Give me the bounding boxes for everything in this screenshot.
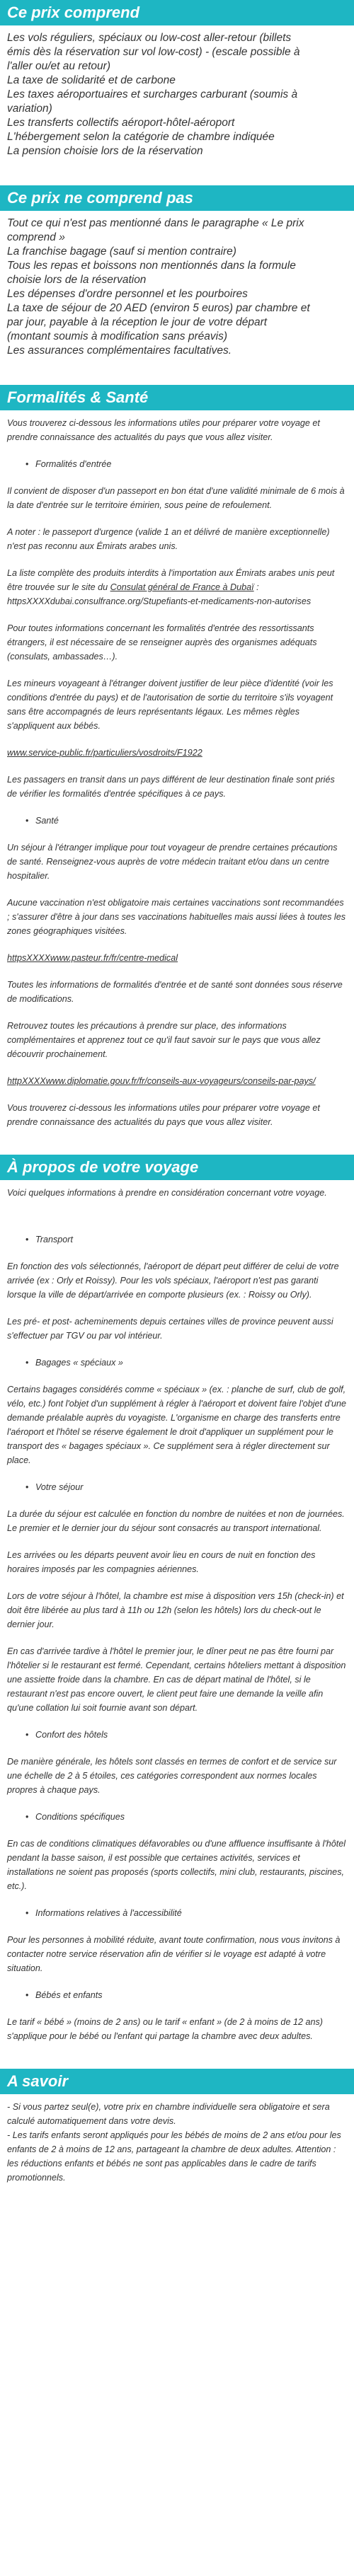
list-item: La taxe de séjour de 20 AED (environ 5 euros) par chambre et — [7, 302, 310, 314]
list-item: Les assurances complémentaires facultatives. — [7, 345, 232, 357]
section-title-about: À propos de votre voyage — [0, 1155, 354, 1180]
pasteur-link[interactable]: httpsXXXXwww.pasteur.fr/fr/centre-medical — [7, 953, 178, 963]
bullet-conditions: • Conditions spécifiques — [7, 1810, 347, 1824]
pasteur-link-line — [7, 951, 347, 965]
paragraph: Les passagers en transit dans un pays différent de leur destination finale sont priés de vérifier les formalités d'entrée spécifiques à ce pays. — [7, 775, 335, 799]
paragraph: En cas de conditions climatiques défavorables ou d'une affluence insuffisante à l'hôtel pendant la basse saison, il est possible que certaines activités, services et installations ne soient pas proposés (sports collectifs, mini club, restaurants, piscines, etc.). — [7, 1839, 346, 1891]
paragraph: En cas d'arrivée tardive à l'hôtel le premier jour, le dîner peut ne pas être fourni par l'hôtelier si le restaurant est fermé. Cependant, certains hôteliers mettant à disposition une assiette froide dans la chambre. En cas de départ matinal de l'hôtel, si le restaurant n'est pas encore ouvert, le client peut faire une demande la veille afin qu'une collation lui soit fournie avant son départ. — [7, 1646, 346, 1713]
paragraph-product-list — [7, 566, 347, 608]
paragraph: Aucune vaccination n'est obligatoire mais certaines vaccinations sont recommandées ; s'assurer d'être à jour dans ses vaccinations habituelles mais aussi liées à toutes les zones géographiques visitées. — [7, 898, 346, 936]
asavoir-content — [0, 2094, 354, 2210]
paragraph: Un séjour à l'étranger implique pour tout voyageur de prendre certaines précautions de santé. Renseignez-vous auprès de votre médecin traitant et/ou dans un centre hospitalier. — [7, 843, 338, 881]
list-item: Tous les repas et boissons non mentionnés dans la formule — [7, 260, 296, 272]
paragraph: Lors de votre séjour à l'hôtel, la chambre est mise à disposition vers 15h (check-in) et doit être libérée au plus tard à 11h ou 12h (selon les hôtels) lors du check-out le dernier jour. — [7, 1591, 344, 1629]
diplomatie-link-line — [7, 1074, 347, 1088]
list-item: l'aller ou/et au retour) — [7, 60, 110, 72]
spacer — [0, 171, 354, 185]
paragraph: Le tarif « bébé » (moins de 2 ans) ou le tarif « enfant » (de 2 à moins de 12 ans) s'applique pour le bébé ou l'enfant qui partage la chambre avec deux adultes. — [7, 2017, 323, 2041]
spacer — [7, 1213, 347, 1227]
bullet-bagages: • Bagages « spéciaux » — [7, 1356, 347, 1370]
bullet-sante: • Santé — [7, 814, 347, 828]
text: : httpsXXXXdubai.consulfrance.org/Stupefiants-et-medicaments-non-autorises — [7, 582, 312, 606]
paragraph: Les mineurs voyageant à l'étranger doivent justifier de leur pièce d'identité (voir les conditions d'entrée du pays) et de l'autorisation de sortie du territoire s'ils voyagent sans être accompagnés de leurs représentants légaux. Les mêmes règles s'appliquent aux bébés. — [7, 678, 333, 731]
diplomatie-link[interactable]: httpXXXXwww.diplomatie.gouv.fr/fr/conseils-aux-voyageurs/conseils-par-pays/ — [7, 1076, 316, 1086]
spacer — [0, 371, 354, 385]
consulat-link[interactable]: Consulat général de France à Dubaï — [110, 582, 254, 592]
paragraph: Voici quelques informations à prendre en considération concernant votre voyage. — [7, 1188, 327, 1198]
included-list — [0, 25, 354, 171]
paragraph: Certains bagages considérés comme « spéciaux » (ex. : planche de surf, club de golf, vélo, etc.) font l'objet d'un supplément à régler à l'aéroport et doivent faire l'objet d'une demande préalable auprès du voyagiste. L'organisme en charge des transferts entre l'aéroport et l'hôtel se réserve également le droit d'appliquer un supplément pour le transport des « bagages spéciaux ». Ce supplément sera à régler directement sur place. — [7, 1385, 346, 1465]
bullet-sejour: • Votre séjour — [7, 1480, 347, 1494]
paragraph: A noter : le passeport d'urgence (valide 1 an et délivré de manière exceptionnelle) n'est pas reconnu aux Émirats arabes unis. — [7, 527, 330, 551]
paragraph: Il convient de disposer d'un passeport en bon état d'une validité minimale de 6 mois à la date d'entrée sur le territoire émirien, sous peine de refoulement. — [7, 486, 345, 510]
section-title-asavoir: A savoir — [0, 2069, 354, 2094]
paragraph: Vous trouverez ci-dessous les informations utiles pour préparer votre voyage et prendre connaissance des actualités du pays que vous allez visiter. — [7, 418, 320, 442]
paragraph: Les pré- et post- acheminements depuis certaines villes de province peuvent aussi s'effectuer par TGV ou par vol intérieur. — [7, 1317, 333, 1341]
paragraph: Les arrivées ou les départs peuvent avoir lieu en cours de nuit en fonction des horaires imposés par les compagnies aériennes. — [7, 1550, 316, 1574]
bullet-formalites: • Formalités d'entrée — [7, 457, 347, 471]
bullet-bebes: • Bébés et enfants — [7, 1988, 347, 2002]
list-item: Les transferts collectifs aéroport-hôtel-aéroport — [7, 117, 235, 129]
list-item: comprend » — [7, 231, 65, 243]
paragraph: Toutes les informations de formalités d'entrée et de santé sont données sous réserve de modifications. — [7, 980, 343, 1004]
list-item: Tout ce qui n'est pas mentionné dans le paragraphe « Le prix — [7, 217, 304, 229]
excluded-list — [0, 211, 354, 371]
paragraph: En fonction des vols sélectionnés, l'aéroport de départ peut différer de celui de votre arrivée (ex : Orly et Roissy). Pour les vols spéciaux, l'aéroport n'est pas garanti lorsque la ville de départ/arrivée en comporte plusieurs (ex. : Roissy ou Orly). — [7, 1261, 339, 1300]
list-item: émis dès la réservation sur vol low-cost) - (escale possible à — [7, 46, 300, 58]
bullet-confort: • Confort des hôtels — [7, 1728, 347, 1742]
formalities-content — [0, 410, 354, 1155]
paragraph: - Si vous partez seul(e), votre prix en chambre individuelle sera obligatoire et sera calculé automatiquement dans votre devis. — [7, 2102, 330, 2126]
paragraph: Vous trouverez ci-dessous les informations utiles pour préparer votre voyage et prendre connaissance des actualités du pays que vous allez visiter. — [7, 1103, 320, 1127]
bullet-accessibilite: • Informations relatives à l'accessibilité — [7, 1906, 347, 1920]
list-item: Les vols réguliers, spéciaux ou low-cost aller-retour (billets — [7, 32, 292, 44]
section-title-excluded: Ce prix ne comprend pas — [0, 185, 354, 211]
list-item: Les taxes aéroportuaires et surcharges carburant (soumis à — [7, 88, 298, 100]
list-item: choisie lors de la réservation — [7, 274, 147, 286]
text: La liste complète des produits interdits à l'importation aux Émirats arabes unis peut être trouvée sur le site du — [7, 568, 335, 592]
paragraph: - Les tarifs enfants seront appliqués pour les bébés de moins de 2 ans et/ou pour les enfants de 2 à moins de 12 ans, partageant la chambre de deux adultes. Attention : les réductions enfants et bébés ne sont pas applicables dans le cadre de tarifs promotionnels. — [7, 2130, 341, 2183]
paragraph: La durée du séjour est calculée en fonction du nombre de nuitées et non de journées. Le premier et le dernier jour du séjour sont consacrés au transport international. — [7, 1509, 345, 1533]
service-public-link-line — [7, 746, 347, 760]
list-item: Les dépenses d'ordre personnel et les pourboires — [7, 288, 248, 300]
service-public-link[interactable]: www.service-public.fr/particuliers/vosdroits/F1922 — [7, 748, 202, 758]
paragraph: De manière générale, les hôtels sont classés en termes de confort et de service sur une échelle de 2 à 5 étoiles, ces catégories correspondent aux normes locales propres à chaque pays. — [7, 1757, 337, 1795]
list-item: La taxe de solidarité et de carbone — [7, 74, 176, 86]
list-item: La pension choisie lors de la réservation — [7, 145, 203, 157]
paragraph: Pour toutes informations concernant les formalités d'entrée des ressortissants étrangers, il est nécessaire de se renseigner auprès des organismes adéquats (consulats, ambassades…). — [7, 623, 317, 662]
list-item: (montant soumis à modification sans préavis) — [7, 330, 227, 342]
list-item: par jour, payable à la réception le jour de votre départ — [7, 316, 268, 328]
list-item: La franchise bagage (sauf si mention contraire) — [7, 246, 236, 258]
paragraph: Retrouvez toutes les précautions à prendre sur place, des informations complémentaires et apprenez tout ce qu'il faut savoir sur le pays que vous allez découvrir prochainement. — [7, 1021, 321, 1059]
list-item: L'hébergement selon la catégorie de chambre indiquée — [7, 131, 275, 143]
about-content — [0, 1180, 354, 2069]
section-title-included: Ce prix comprend — [0, 0, 354, 25]
list-item: variation) — [7, 103, 52, 115]
paragraph: Pour les personnes à mobilité réduite, avant toute confirmation, nous vous invitons à contacter notre service réservation afin de vérifier si le voyage est adapté à votre situation. — [7, 1935, 341, 1973]
section-title-formalities: Formalités & Santé — [0, 385, 354, 410]
bullet-transport: • Transport — [7, 1232, 347, 1247]
